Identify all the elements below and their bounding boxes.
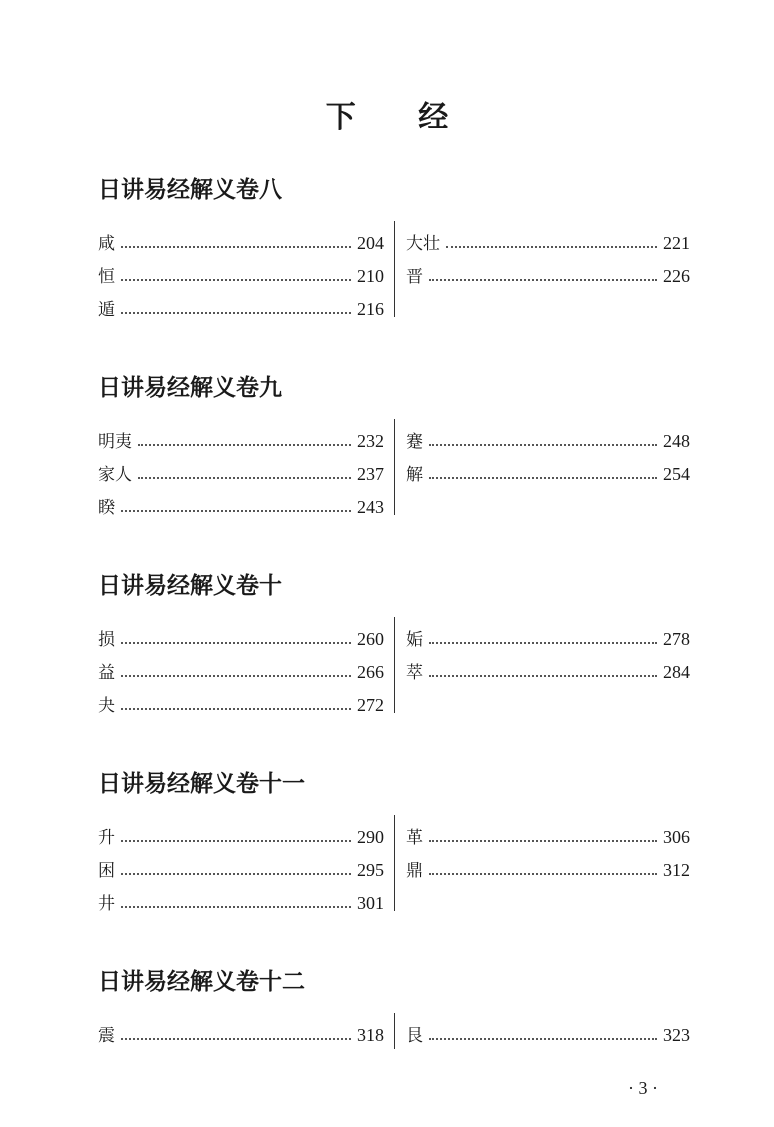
- entry-name: 损: [98, 630, 115, 650]
- dot-leader: [121, 278, 351, 281]
- dot-leader: [121, 839, 351, 842]
- toc-entry[interactable]: [98, 221, 384, 254]
- dot-leader: [429, 443, 657, 446]
- entry-page: 284: [663, 662, 690, 682]
- entry-name: 震: [98, 1026, 115, 1046]
- left-column: [98, 815, 384, 914]
- entry-page: 323: [663, 1025, 690, 1045]
- entry-page: 266: [357, 662, 384, 682]
- entry-page: 272: [357, 695, 384, 715]
- toc-entry[interactable]: [98, 650, 384, 683]
- column-divider: [394, 221, 395, 317]
- toc-entry[interactable]: [406, 419, 690, 452]
- entry-page: 312: [663, 860, 690, 880]
- dot-leader: [121, 674, 351, 677]
- dot-leader: [121, 509, 351, 512]
- dot-leader: [446, 245, 657, 248]
- entry-page: 260: [357, 629, 384, 649]
- left-column: [98, 617, 384, 716]
- entry-page: 237: [357, 464, 384, 484]
- dot-leader: [121, 905, 351, 908]
- toc-entry[interactable]: [406, 650, 690, 683]
- right-column: [406, 221, 690, 287]
- entry-name: 革: [406, 828, 423, 848]
- entry-name: 益: [98, 663, 115, 683]
- left-column: [98, 419, 384, 518]
- entry-name: 鼎: [406, 861, 423, 881]
- dot-leader: [121, 641, 351, 644]
- part-title: 下 经: [325, 100, 475, 135]
- entry-name: 遁: [98, 300, 115, 320]
- entry-page: 301: [357, 893, 384, 913]
- column-divider: [394, 419, 395, 515]
- toc-entry[interactable]: [406, 254, 690, 287]
- toc-entry[interactable]: [406, 221, 690, 254]
- entry-name: 萃: [406, 663, 423, 683]
- entry-name: 大壮: [406, 234, 440, 254]
- entry-name: 姤: [406, 630, 423, 650]
- section-title: 日讲易经解义卷十一: [98, 771, 305, 797]
- toc-entry[interactable]: [98, 815, 384, 848]
- column-divider: [394, 1013, 395, 1049]
- dot-leader: [429, 476, 657, 479]
- toc-entry[interactable]: [98, 1013, 384, 1046]
- right-column: [406, 1013, 690, 1046]
- entry-page: 254: [663, 464, 690, 484]
- toc-entry[interactable]: [406, 848, 690, 881]
- dot-leader: [138, 443, 351, 446]
- dot-leader: [121, 311, 351, 314]
- entry-name: 井: [98, 894, 115, 914]
- entry-name: 咸: [98, 234, 115, 254]
- entry-page: 290: [357, 827, 384, 847]
- toc-entry[interactable]: [98, 485, 384, 518]
- entry-page: 204: [357, 233, 384, 253]
- entry-page: 243: [357, 497, 384, 517]
- dot-leader: [429, 839, 657, 842]
- entry-name: 夬: [98, 696, 115, 716]
- dot-leader: [429, 641, 657, 644]
- entry-page: 210: [357, 266, 384, 286]
- dot-leader: [429, 872, 657, 875]
- toc-entry[interactable]: [406, 452, 690, 485]
- dot-leader: [121, 707, 351, 710]
- entry-name: 艮: [406, 1026, 423, 1046]
- section-title: 日讲易经解义卷十二: [98, 969, 305, 995]
- section-title: 日讲易经解义卷九: [98, 375, 282, 401]
- entry-page: 221: [663, 233, 690, 253]
- left-column: [98, 1013, 384, 1046]
- entry-name: 恒: [98, 267, 115, 287]
- entry-name: 解: [406, 465, 423, 485]
- entry-page: 226: [663, 266, 690, 286]
- dot-leader: [121, 872, 351, 875]
- entry-name: 家人: [98, 465, 132, 485]
- column-divider: [394, 617, 395, 713]
- toc-entry[interactable]: [98, 452, 384, 485]
- section-title: 日讲易经解义卷八: [98, 177, 282, 203]
- column-divider: [394, 815, 395, 911]
- toc-entry[interactable]: [98, 881, 384, 914]
- section-title: 日讲易经解义卷十: [98, 573, 282, 599]
- entry-page: 232: [357, 431, 384, 451]
- toc-entry[interactable]: [406, 815, 690, 848]
- entry-name: 困: [98, 861, 115, 881]
- entry-page: 318: [357, 1025, 384, 1045]
- left-column: [98, 221, 384, 320]
- right-column: [406, 815, 690, 881]
- entry-name: 蹇: [406, 432, 423, 452]
- toc-entry[interactable]: [98, 617, 384, 650]
- toc-entry[interactable]: [98, 683, 384, 716]
- entry-name: 晋: [406, 267, 423, 287]
- toc-entry[interactable]: [98, 848, 384, 881]
- entry-page: 295: [357, 860, 384, 880]
- dot-leader: [429, 278, 657, 281]
- page-number: · 3 ·: [628, 1078, 658, 1098]
- dot-leader: [429, 1037, 657, 1040]
- entry-page: 216: [357, 299, 384, 319]
- entry-name: 睽: [98, 498, 115, 518]
- toc-entry[interactable]: [406, 617, 690, 650]
- dot-leader: [121, 245, 351, 248]
- dot-leader: [429, 674, 657, 677]
- dot-leader: [138, 476, 351, 479]
- toc-entry[interactable]: [98, 254, 384, 287]
- toc-entry[interactable]: [98, 287, 384, 320]
- right-column: [406, 419, 690, 485]
- right-column: [406, 617, 690, 683]
- entry-page: 306: [663, 827, 690, 847]
- dot-leader: [121, 1037, 351, 1040]
- entry-name: 升: [98, 828, 115, 848]
- toc-entry[interactable]: [98, 419, 384, 452]
- entry-page: 248: [663, 431, 690, 451]
- entry-page: 278: [663, 629, 690, 649]
- entry-name: 明夷: [98, 432, 132, 452]
- toc-entry[interactable]: [406, 1013, 690, 1046]
